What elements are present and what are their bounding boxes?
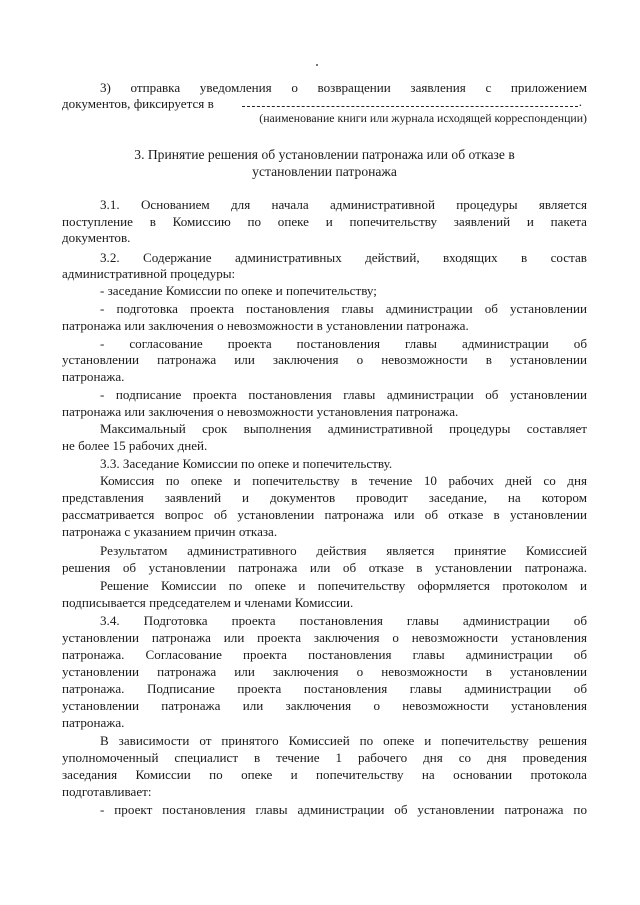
body-line: заседания Комиссии по опеке и попечительству на основании протокола <box>62 767 587 782</box>
body-line: - заседание Комиссии по опеке и попечительству; <box>100 283 377 298</box>
body-line: 3.3. Заседание Комиссии по опеке и попечительству. <box>100 456 393 471</box>
body-line: представления заявлений и документов проводит заседание, на котором <box>62 490 587 505</box>
item-3-line-2: документов, фиксируется в <box>62 96 214 111</box>
scan-speck <box>316 64 318 66</box>
body-line: 3.1. Основанием для начала административной процедуры является <box>100 197 587 212</box>
body-line: Комиссия по опеке и попечительству в течение 10 рабочих дней со дня <box>100 473 587 488</box>
blank-caption: (наименование книги или журнала исходящей корреспонденции) <box>259 111 587 125</box>
body-line: 3.4. Подготовка проекта постановления главы администрации об <box>100 613 587 628</box>
body-line: уполномоченный специалист в течение 1 рабочего дня со дня проведения <box>62 750 587 765</box>
body-line: решения об установлении патронажа или об отказе в установлении патронажа. <box>62 560 587 575</box>
journal-name-blank <box>242 94 582 110</box>
blank-period: . <box>578 94 582 109</box>
section-heading-line-2: установлении патронажа <box>252 164 397 179</box>
document-page <box>62 0 587 905</box>
body-line: Результатом административного действия является принятие Комиссией <box>100 543 587 558</box>
body-line: установлении патронажа или заключения о невозможности в установлении <box>62 664 587 679</box>
body-line: поступление в Комиссию по опеке и попечительству заявлений и пакета <box>62 214 587 229</box>
body-line: административной процедуры: <box>62 266 236 281</box>
body-line: установлении патронажа или заключения о невозможности в установлении <box>62 352 587 367</box>
body-line: документов. <box>62 230 131 245</box>
body-line: Решение Комиссии по опеке и попечительству оформляется протоколом и <box>100 578 587 593</box>
body-line: Максимальный срок выполнения административной процедуры составляет <box>100 421 587 436</box>
body-line: патронажа. <box>62 369 125 384</box>
body-line: 3.2. Содержание административных действий, входящих в состав <box>100 250 587 265</box>
body-line: - подписание проекта постановления главы администрации об установлении <box>100 387 587 402</box>
body-line: - подготовка проекта постановления главы администрации об установлении <box>100 301 587 316</box>
body-line: патронажа с указанием причин отказа. <box>62 524 278 539</box>
body-line: рассматривается вопрос об установлении патронажа или об отказе в установлении <box>62 507 587 522</box>
body-line: патронажа или заключения о невозможности установления патронажа. <box>62 404 459 419</box>
body-line: установлении патронажа или заключения о невозможности установления <box>62 698 587 713</box>
body-line: патронажа. Подписание проекта постановления главы администрации об <box>62 681 587 696</box>
body-line: - проект постановления главы администрации об установлении патронажа по <box>100 802 587 817</box>
body-line: В зависимости от принятого Комиссией по опеке и попечительству решения <box>100 733 587 748</box>
body-line: не более 15 рабочих дней. <box>62 438 208 453</box>
body-line: - согласование проекта постановления главы администрации об <box>100 336 587 351</box>
body-line: патронажа. <box>62 715 125 730</box>
item-3-line-1: 3) отправка уведомления о возвращении заявления с приложением <box>100 80 587 95</box>
body-line: подписывается председателем и членами Комиссии. <box>62 595 354 610</box>
body-line: подготавливает: <box>62 784 152 799</box>
section-heading-line-1: 3. Принятие решения об установлении патронажа или об отказе в <box>134 147 515 162</box>
blank-underline <box>242 106 578 107</box>
body-line: патронажа. Согласование проекта постановления главы администрации об <box>62 647 587 662</box>
body-line: установлении патронажа или проекта заключения о невозможности установления <box>62 630 587 645</box>
body-line: патронажа или заключения о невозможности в установлении патронажа. <box>62 318 469 333</box>
